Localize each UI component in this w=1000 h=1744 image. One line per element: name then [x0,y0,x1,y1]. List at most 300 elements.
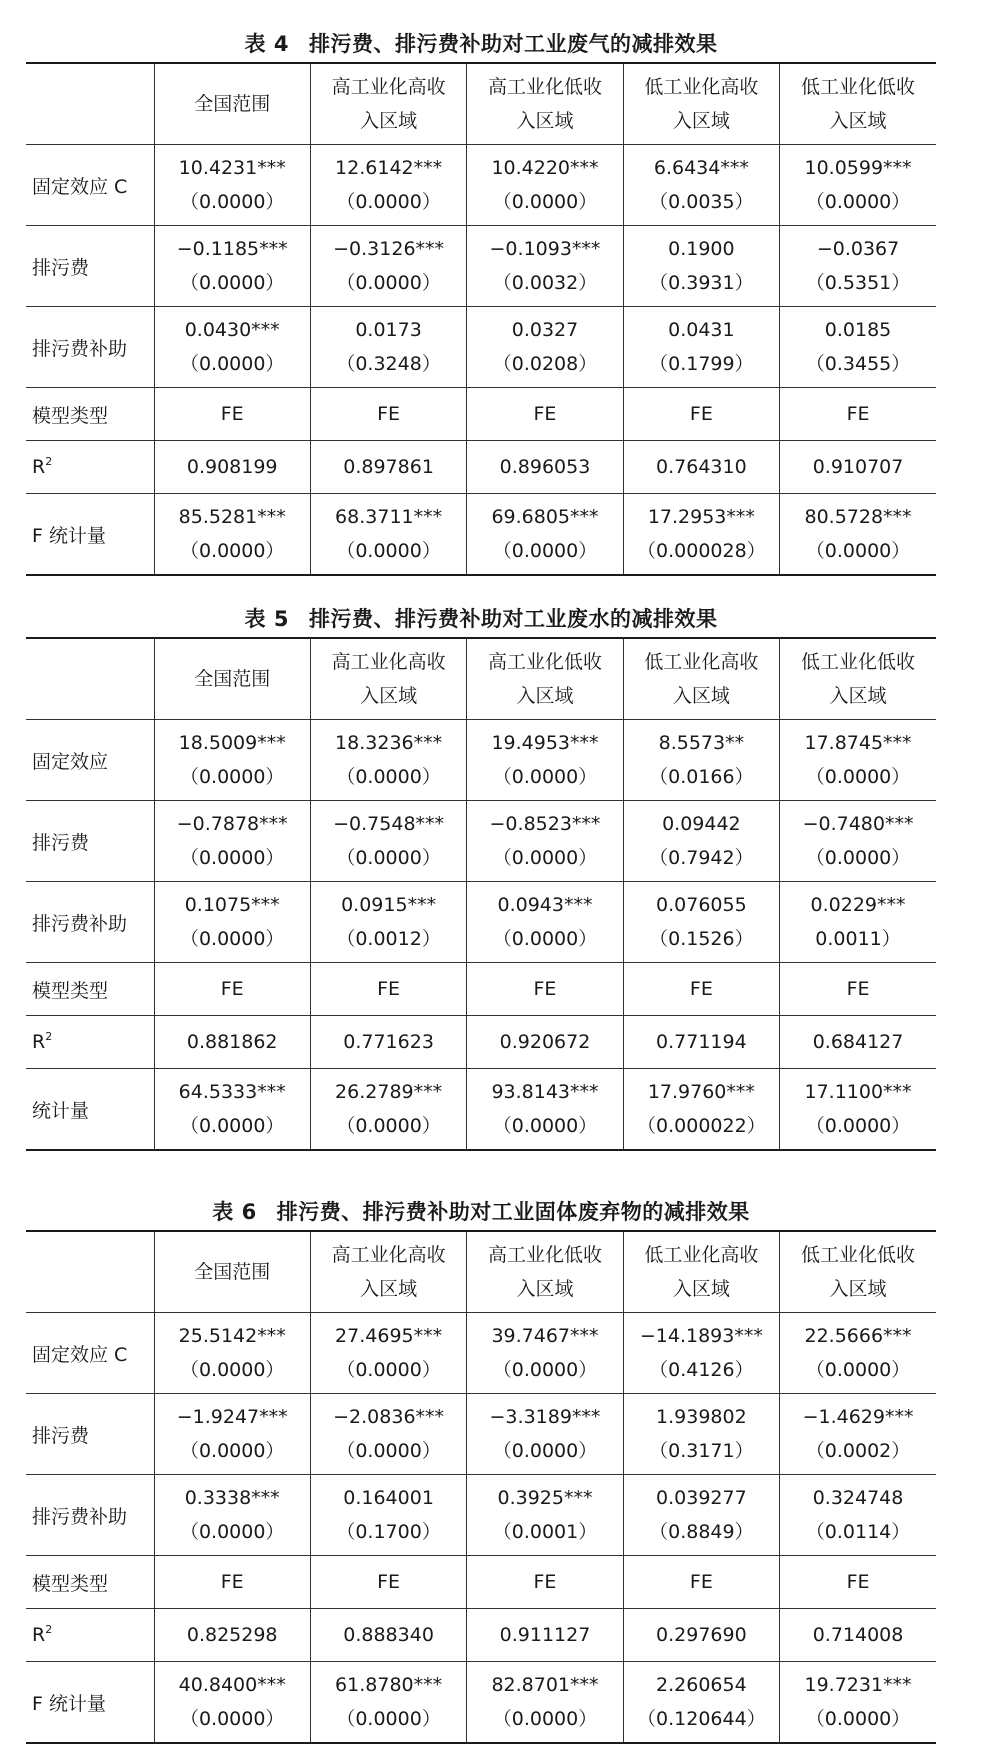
cell-line: 入区域 [516,110,574,132]
cell-line: 入区域 [360,110,418,132]
cell-line: 0.881862 [186,1031,278,1053]
cell-line: 17.9760*** [647,1081,755,1103]
cell-line: FE [689,978,713,1000]
table-4 [26,62,936,576]
cell-line: （0.0166） [649,766,754,788]
row-label-text: 排污费 [32,831,90,854]
cell-line: 10.0599*** [804,157,912,179]
cell-line: （0.0001） [492,1521,598,1543]
cell-line: （0.0002） [805,1440,911,1462]
cell-line: 全国范围 [194,668,271,690]
data-cell [623,801,779,882]
column-header [467,638,623,720]
data-cell [780,1556,936,1609]
cell-line: 0.1900 [668,238,735,260]
cell-line: 高工业化低收 [487,651,602,673]
cell-line: 68.3711*** [335,506,443,528]
table-row [26,145,936,226]
cell-line: （0.0114） [805,1521,911,1543]
cell-line: 入区域 [672,1278,730,1300]
table-5 [26,637,936,1151]
cell-line: （0.0000） [179,1359,285,1381]
data-cell [310,307,466,388]
cell-line: 82.8701*** [491,1674,599,1696]
cell-line: 0.911127 [499,1624,591,1646]
row-label [26,1069,154,1151]
row-label-text: R [32,1031,46,1053]
cell-line: （0.0032） [492,272,598,294]
cell-line: FE [220,978,244,1000]
row-label-text: R [32,456,46,478]
data-cell [310,882,466,963]
cell-line: （0.0000） [179,928,285,950]
cell-line: 80.5728*** [804,506,912,528]
data-cell [780,1394,936,1475]
row-label [26,1609,154,1662]
cell-line: 高工业化低收 [487,1244,602,1266]
data-cell [154,307,310,388]
cell-line: FE [689,403,713,425]
column-header [310,1231,466,1313]
cell-line: （0.0000） [336,191,441,213]
cell-line: 0.076055 [656,894,747,916]
cell-line: FE [846,1571,870,1593]
table-4-caption [26,0,936,62]
data-cell [154,1313,310,1394]
data-cell [467,494,623,576]
cell-line: （0.0000） [492,1440,598,1462]
data-cell [623,1394,779,1475]
table-4-number: 表 4 [244,32,289,56]
cell-line: （0.1799） [649,353,754,375]
data-cell [623,494,779,576]
cell-line: （0.0000） [179,1440,285,1462]
table-row [26,963,936,1016]
data-cell [780,1069,936,1151]
data-cell [310,720,466,801]
cell-line: （0.0000） [336,540,441,562]
cell-line: 17.1100*** [804,1081,912,1103]
row-label [26,801,154,882]
data-cell [780,963,936,1016]
data-cell [780,388,936,441]
cell-line: −0.0367 [816,238,900,260]
row-label-text: 固定效应 C [32,1343,128,1366]
row-label [26,494,154,576]
cell-line: （0.0000） [805,540,911,562]
cell-line: 0.1075*** [184,894,280,916]
data-cell [623,307,779,388]
cell-line: （0.0000） [179,272,285,294]
data-cell [154,388,310,441]
cell-line: FE [377,978,401,1000]
cell-line: −14.1893*** [639,1325,763,1347]
data-cell [154,1069,310,1151]
data-cell [310,1394,466,1475]
cell-line: 18.5009*** [178,732,286,754]
row-label [26,1556,154,1609]
table-row [26,720,936,801]
cell-line: （0.0000） [179,191,285,213]
cell-line: 入区域 [672,110,730,132]
cell-line: （0.0000） [336,272,441,294]
table-5-number: 表 5 [244,607,289,631]
cell-line: 26.2789*** [335,1081,443,1103]
data-cell [154,1609,310,1662]
data-cell [467,720,623,801]
data-cell [623,1662,779,1744]
column-header [467,1231,623,1313]
cell-line: 61.8780*** [335,1674,443,1696]
column-header [310,63,466,145]
table-row [26,441,936,494]
data-cell [467,226,623,307]
header-corner-cell [26,638,154,720]
cell-line: 1.939802 [656,1406,747,1428]
cell-line: 17.2953*** [647,506,755,528]
cell-line: 0.3338*** [184,1487,280,1509]
row-label-text: 排污费补助 [32,912,128,935]
cell-line: （0.0000） [179,1708,285,1730]
row-label [26,226,154,307]
cell-line: −1.4629*** [802,1406,914,1428]
cell-line: （0.0000） [179,766,285,788]
row-label-text: 排污费 [32,1424,90,1447]
row-label-text: F 统计量 [32,1692,106,1715]
cell-line: 高工业化高收 [331,1244,446,1266]
cell-line: （0.0000） [336,847,441,869]
table-row [26,1394,936,1475]
data-cell [467,441,623,494]
table-row [26,1069,936,1151]
cell-line: 93.8143*** [491,1081,599,1103]
cell-line: （0.0000） [492,1115,598,1137]
cell-line: FE [377,403,401,425]
data-cell [467,1556,623,1609]
data-cell [310,1662,466,1744]
cell-line: （0.0000） [336,766,441,788]
cell-line: （0.0000） [492,928,598,950]
table-row [26,1313,936,1394]
cell-line: 入区域 [516,1278,574,1300]
row-label [26,1313,154,1394]
cell-line: 0.714008 [812,1624,904,1646]
data-cell [780,494,936,576]
data-cell [154,720,310,801]
cell-line: （0.0208） [492,353,598,375]
data-cell [780,720,936,801]
data-cell [154,441,310,494]
table-row [26,388,936,441]
cell-line: （0.0000） [805,766,911,788]
data-cell [780,882,936,963]
cell-line: （0.4126） [649,1359,754,1381]
cell-line: （0.000028） [637,540,766,562]
cell-line: 27.4695*** [335,1325,443,1347]
cell-line: 0.0185 [824,319,892,341]
cell-line: 入区域 [360,1278,418,1300]
cell-line: FE [220,403,244,425]
column-header [780,63,936,145]
row-label [26,441,154,494]
data-cell [467,1394,623,1475]
data-cell [780,1662,936,1744]
table-row [26,1609,936,1662]
cell-line: −3.3189*** [489,1406,601,1428]
column-header [623,638,779,720]
cell-line: 0.908199 [186,456,278,478]
cell-line: （0.0000） [336,1708,441,1730]
row-label-text: 统计量 [32,1099,90,1122]
data-cell [467,801,623,882]
data-cell [467,1475,623,1556]
cell-line: FE [220,1571,244,1593]
cell-line: 0.825298 [186,1624,278,1646]
cell-line: 低工业化高收 [644,76,759,98]
cell-line: （0.0000） [805,1359,911,1381]
table-5-block [26,575,936,1151]
row-label [26,1662,154,1744]
column-header [623,1231,779,1313]
cell-line: 0.888340 [343,1624,434,1646]
table-6-title: 排污费、排污费补助对工业固体废弃物的减排效果 [276,1200,750,1224]
cell-line: 0.771623 [343,1031,434,1053]
cell-line: （0.120644） [637,1708,766,1730]
cell-line: 0.0915*** [341,894,437,916]
cell-line: （0.0000） [805,847,911,869]
data-cell [310,441,466,494]
table-row [26,801,936,882]
cell-line: 0.324748 [812,1487,904,1509]
cell-line: 69.6805*** [491,506,599,528]
data-cell [780,145,936,226]
row-label [26,145,154,226]
row-label-text: F 统计量 [32,524,106,547]
column-header [467,63,623,145]
data-cell [467,1016,623,1069]
cell-line: 入区域 [829,685,887,707]
cell-line: 低工业化低收 [801,1244,916,1266]
data-cell [623,441,779,494]
data-cell [780,307,936,388]
table-row [26,1475,936,1556]
data-cell [467,1662,623,1744]
cell-line: 全国范围 [194,93,271,115]
row-label-text: 模型类型 [32,404,109,427]
cell-line: 0.920672 [499,1031,591,1053]
cell-line: （0.3171） [649,1440,754,1462]
row-label [26,307,154,388]
cell-line: （0.0012） [336,928,441,950]
data-cell [154,1556,310,1609]
cell-line: −2.0836*** [333,1406,445,1428]
cell-line: （0.0035） [649,191,754,213]
cell-line: 0.0943*** [497,894,593,916]
cell-line: FE [846,403,870,425]
data-cell [310,1475,466,1556]
cell-line: 0.3925*** [497,1487,593,1509]
data-cell [154,963,310,1016]
table-5-caption [26,575,936,637]
data-cell [780,1313,936,1394]
cell-line: 0.771194 [656,1031,747,1053]
data-cell [780,1609,936,1662]
row-label [26,1016,154,1069]
data-cell [623,963,779,1016]
cell-line: −0.7878*** [176,813,288,835]
column-header [780,1231,936,1313]
row-label [26,882,154,963]
cell-line: 0.164001 [343,1487,434,1509]
row-label-text: 模型类型 [32,979,109,1002]
cell-line: 12.6142*** [335,157,443,179]
data-cell [467,1069,623,1151]
row-label-text: R [32,1624,46,1646]
cell-line: 0.910707 [812,456,904,478]
data-cell [154,1394,310,1475]
data-cell [467,307,623,388]
header-row [26,1231,936,1313]
cell-line: 0.764310 [656,456,747,478]
cell-line: −0.7480*** [802,813,914,835]
data-cell [154,1016,310,1069]
header-row [26,63,936,145]
cell-line: （0.3931） [649,272,754,294]
data-cell [310,1313,466,1394]
data-cell [467,963,623,1016]
header-corner-cell [26,1231,154,1313]
cell-line: （0.0000） [492,1708,598,1730]
cell-line: 18.3236*** [335,732,443,754]
data-cell [467,145,623,226]
cell-line: 入区域 [360,685,418,707]
cell-line: FE [689,1571,713,1593]
data-cell [623,1475,779,1556]
cell-line: 19.4953*** [491,732,599,754]
row-label [26,720,154,801]
cell-line: 40.8400*** [178,1674,286,1696]
cell-line: −0.3126*** [333,238,445,260]
table-row [26,226,936,307]
cell-line: （0.0000） [336,1359,441,1381]
row-label-superscript: 2 [45,1030,53,1043]
cell-line: 64.5333*** [178,1081,286,1103]
data-cell [310,145,466,226]
cell-line: （0.8849） [649,1521,754,1543]
cell-line: 入区域 [829,110,887,132]
data-cell [310,801,466,882]
cell-line: FE [533,1571,557,1593]
header-row [26,638,936,720]
cell-line: （0.0000） [492,540,598,562]
cell-line: 入区域 [672,685,730,707]
table-6-caption [26,1168,936,1230]
header-corner-cell [26,63,154,145]
column-header [154,1231,310,1313]
data-cell [780,1475,936,1556]
cell-line: （0.000022） [637,1115,766,1137]
cell-line: 0.897861 [343,456,434,478]
cell-line: 高工业化高收 [331,651,446,673]
cell-line: 低工业化低收 [801,76,916,98]
cell-line: FE [533,978,557,1000]
cell-line: −0.1093*** [489,238,601,260]
data-cell [154,801,310,882]
data-cell [623,226,779,307]
data-cell [623,388,779,441]
cell-line: 低工业化高收 [644,651,759,673]
row-label-text: 排污费补助 [32,337,128,360]
cell-line: 6.6434*** [653,157,749,179]
data-cell [154,494,310,576]
data-cell [310,1556,466,1609]
cell-line: FE [533,403,557,425]
data-cell [310,494,466,576]
data-cell [780,801,936,882]
data-cell [310,1609,466,1662]
row-label [26,388,154,441]
cell-line: −1.9247*** [176,1406,288,1428]
cell-line: −0.1185*** [176,238,288,260]
table-row [26,307,936,388]
cell-line: 入区域 [516,685,574,707]
data-cell [623,1609,779,1662]
cell-line: （0.1526） [649,928,754,950]
data-cell [623,720,779,801]
cell-line: 高工业化低收 [487,76,602,98]
row-label-superscript: 2 [45,1623,53,1636]
cell-line: （0.0000） [179,847,285,869]
data-cell [154,1662,310,1744]
cell-line: 入区域 [829,1278,887,1300]
cell-line: （0.0000） [179,1521,285,1543]
cell-line: 10.4220*** [491,157,599,179]
cell-line: 0.684127 [812,1031,904,1053]
data-cell [780,226,936,307]
data-cell [780,1016,936,1069]
row-label-text: 排污费补助 [32,1505,128,1528]
data-cell [154,145,310,226]
data-cell [310,963,466,1016]
data-cell [623,145,779,226]
cell-line: （0.3248） [336,353,441,375]
cell-line: （0.0000） [492,847,598,869]
table-5-title: 排污费、排污费补助对工业废水的减排效果 [308,607,718,631]
cell-line: FE [846,978,870,1000]
cell-line: （0.0000） [805,1115,911,1137]
table-row [26,494,936,576]
table-4-block [26,0,936,576]
data-cell [467,1313,623,1394]
table-4-title: 排污费、排污费补助对工业废气的减排效果 [308,32,718,56]
cell-line: （0.7942） [649,847,754,869]
row-label [26,1394,154,1475]
cell-line: 低工业化高收 [644,1244,759,1266]
cell-line: （0.1700） [336,1521,441,1543]
row-label-text: 固定效应 [32,750,109,773]
row-label-text: 固定效应 C [32,175,128,198]
data-cell [154,882,310,963]
cell-line: 0.09442 [662,813,741,835]
data-cell [310,1069,466,1151]
cell-line: 2.260654 [656,1674,747,1696]
column-header [154,63,310,145]
cell-line: 0.0327 [511,319,579,341]
cell-line: 10.4231*** [178,157,286,179]
column-header [154,638,310,720]
cell-line: 8.5573** [658,732,745,754]
cell-line: 0.0431 [668,319,735,341]
